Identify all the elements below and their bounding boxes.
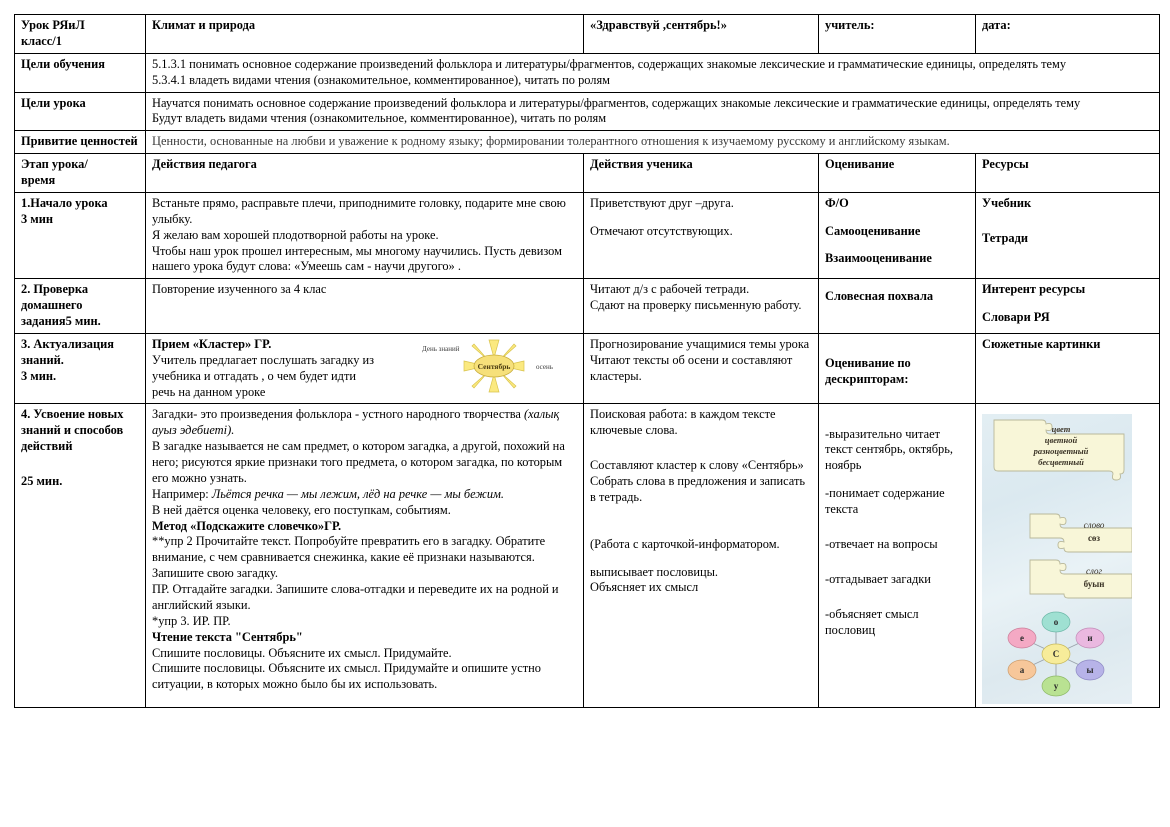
sun-center-label: Сентябрь [477, 361, 511, 371]
learning-objective-1: 5.1.3.1 понимать основное содержание произведений фольклора и литературы/фрагментов, содержащих знакомые лексические и грамматические единицы, определять тему [152, 56, 1067, 71]
stage-4-teacher-b0: Загадки- это произведения фольклора - устного народного творчества [152, 407, 525, 422]
spacer [825, 282, 970, 289]
stage-4-teacher-b1: (халық ауыз эдебиеті). [152, 407, 560, 438]
stage-1-assessment-line-1: Ф/О [825, 195, 849, 210]
stage-4-teacher-b11: Спишите пословицы. Объясните их смысл. Придумайте. [152, 645, 452, 660]
stage-3-teacher-line-3: речь на данном уроке [152, 384, 266, 399]
cluster-diagram [1008, 612, 1104, 696]
stage-4-teacher-b12: Спишите пословицы. Объясните их смысл. Придумайте и опишите устно ситуации, в которых можно было бы их использовать. [152, 661, 541, 692]
stage-3-resource-1: Сюжетные картинки [982, 336, 1101, 351]
spacer [825, 474, 970, 486]
label-learning-objectives: Цели обучения [15, 53, 146, 92]
table-row-header-info [15, 15, 1160, 54]
stage-4-descriptor-2: -понимает содержание текста [825, 485, 945, 516]
cell-values-text: Ценности, основанные на любви и уважение к родному языку; формировании толерантного отношения к изучаемому русскому и английскому языкам. [146, 131, 1160, 154]
cell-date-label: дата: [976, 15, 1160, 54]
stage-2-name-line-3: задания5 мин. [21, 314, 101, 328]
svg-text:бесцветный: бесцветный [1038, 457, 1084, 468]
cell-subject-class [15, 15, 146, 54]
cell-lesson-topic: «Здравствуй ,сентябрь!» [584, 15, 819, 54]
cell-stage-3-resources [976, 333, 1160, 404]
column-header-stage-line-1: Этап урока/ [21, 157, 88, 172]
cell-stage-2-resources [976, 279, 1160, 334]
cell-stage-4-student [584, 404, 819, 708]
stage-2-resource-2: Словари РЯ [982, 309, 1050, 324]
label-values [15, 131, 146, 154]
stage-3-student-line-2: Читают тексты об осени и составляют кластеры. [590, 352, 793, 383]
cluster-node-o [1042, 612, 1070, 632]
spacer [825, 239, 970, 251]
svg-text:слог: слог [1085, 566, 1103, 577]
stage-4-teacher-b5: В ней даётся оценка человеку, его поступкам, событиям. [152, 502, 451, 517]
cluster-node-i [1076, 628, 1104, 648]
stage-4-student-line-6: Объясняет их смысл [590, 580, 699, 595]
stage-2-name-line-2: домашнего [21, 298, 83, 313]
cell-stage-1-student [584, 192, 819, 278]
stage-2-assessment-line-1: Словесная похвала [825, 289, 934, 304]
svg-text:и: и [1087, 633, 1093, 644]
stage-2-teacher-line-1: Повторение изученного за 4 клас [152, 282, 327, 297]
spacer [825, 588, 970, 607]
stage-2-resource-1: Интерент ресурсы [982, 282, 1086, 297]
svg-text:о: о [1053, 617, 1059, 628]
stage-1-resource-1: Учебник [982, 195, 1032, 210]
stage-3-time: 3 мин. [21, 368, 57, 383]
stage-4-teacher-b8: ПР. Отгадайте загадки. Запишите слова-отгадки и переведите их на родной и английский языки. [152, 582, 559, 612]
stage-1-teacher-line-1: Встаньте прямо, расправьте плечи, приподнимите головку, подарите мне свою улыбку. [152, 195, 566, 226]
stage-1-teacher-line-2: Я желаю вам хорошей плодотворной работы на уроке. [152, 227, 439, 242]
cell-stage-1-label [15, 192, 146, 278]
cluster-node-e [1008, 628, 1036, 648]
cell-learning-objectives [146, 53, 1160, 92]
stage-4-student-line-5: выписывает пословицы. [590, 564, 719, 579]
label-lesson-objectives: Цели урока [15, 92, 146, 131]
svg-text:а: а [1019, 665, 1025, 676]
sun-label-right: осень [536, 362, 553, 371]
cell-stage-2-label [15, 279, 146, 334]
stage-2-student-line-2: Сдают на проверку письменную работу. [590, 298, 802, 313]
stage-4-descriptor-5: -объясняет смысл пословиц [825, 607, 919, 638]
stage-4-descriptor-4: -отгадывает загадки [825, 572, 931, 587]
spacer [825, 407, 970, 426]
stage-2-student-line-1: Читают д/з с рабочей тетради. [590, 282, 750, 297]
svg-text:е: е [1020, 633, 1024, 644]
cluster-node-center [1042, 644, 1070, 664]
lesson-objective-2: Будут владеть видами чтения (ознакомительное, комментированное), читать по ролям [152, 111, 607, 126]
cluster-node-y [1076, 660, 1104, 680]
table-row-column-headers [15, 154, 1160, 193]
table-row-values [15, 131, 1160, 154]
spacer [590, 212, 813, 224]
stage-4-teacher-reading-heading: Чтение текста "Сентябрь" [152, 629, 303, 644]
stage-4-student-line-1: Поисковая работа: в каждом тексте ключевые слова. [590, 407, 776, 438]
cluster-node-u [1042, 676, 1070, 696]
cell-stage-4-label [15, 404, 146, 708]
cell-stage-3-assessment [819, 333, 976, 404]
cell-stage-1-teacher [146, 192, 584, 278]
stage-4-teacher-b3: Например: [152, 486, 212, 501]
vocab-card-2 [1030, 514, 1132, 552]
spacer [982, 298, 1154, 310]
label-values-line-1: Привитие ценностей [21, 134, 138, 149]
cell-lesson-objectives [146, 92, 1160, 131]
table-row-stage-3 [15, 333, 1160, 404]
vocab-card-3 [1030, 560, 1132, 598]
table-row-lesson-objectives [15, 92, 1160, 131]
column-header-teacher-actions: Действия педагога [146, 154, 584, 193]
stage-4-descriptor-3: -отвечает на вопросы [825, 536, 938, 551]
table-row-stage-1 [15, 192, 1160, 278]
cell-teacher-label: учитель: [819, 15, 976, 54]
sun-label-left: День знаний [422, 344, 460, 353]
cell-stage-2-teacher [146, 279, 584, 334]
svg-text:цвет: цвет [1051, 424, 1071, 435]
spacer [825, 212, 970, 224]
stage-4-descriptor-1: -выразительно читает текст сентябрь, октябрь, ноябрь [825, 426, 953, 473]
lesson-plan-table [14, 14, 1160, 708]
sun-september-clipart [410, 335, 578, 397]
stage-3-name-line-1: 3. Актуализация [21, 336, 114, 351]
cell-stage-3-label [15, 333, 146, 404]
stage-4-teacher-b4: Льётся речка — мы лежим, лёд на речке — мы бежим. [211, 486, 505, 501]
stage-4-teacher-example [152, 487, 578, 503]
cluster-node-a [1008, 660, 1036, 680]
cell-stage-4-teacher [146, 404, 584, 708]
stage-1-assessment-line-3: Взаимооценивание [825, 251, 932, 266]
stage-3-teacher-line-1: Учитель предлагает послушать загадку из [152, 352, 375, 367]
column-header-resources: Ресурсы [976, 154, 1160, 193]
stage-2-name-line-1: 2. Проверка [21, 282, 89, 297]
cell-stage-2-student [584, 279, 819, 334]
stage-4-name-line-3: действий [21, 439, 73, 454]
stage-3-teacher-heading: Прием «Кластер» ГР. [152, 336, 272, 351]
cell-unit-name: Климат и природа [146, 15, 584, 54]
column-header-stage-line-2: время [21, 173, 56, 187]
stage-3-teacher-line-2: учебника и отгадать , о чем будет идти [152, 368, 357, 383]
cell-stage-3-student [584, 333, 819, 404]
spacer [825, 553, 970, 572]
stage-4-teacher-method-heading: Метод «Подскажите словечко»ГР. [152, 518, 342, 533]
stage-4-student-line-2: Составляют кластер к слову «Сентябрь» [590, 458, 804, 473]
stage-1-resource-2: Тетради [982, 230, 1029, 245]
subject-line-2: класс/1 [21, 33, 62, 48]
vocab-card-1 [994, 420, 1124, 480]
stage-3-name-line-2: знаний. [21, 352, 64, 367]
stage-4-teacher-b9: *упр 3. ИР. ПР. [152, 613, 231, 628]
svg-text:буын: буын [1083, 579, 1105, 590]
spacer [590, 525, 813, 537]
stage-1-student-line-2: Отмечают отсутствующих. [590, 223, 733, 238]
stage-1-teacher-line-3: Чтобы наш урок прошел интересным, мы многому научились. Пусть девизом нашего урока будут слова: «Умеешь сам - научи другого» . [152, 243, 562, 274]
stage-4-student-line-4: (Работа с карточкой-информатором. [590, 536, 780, 551]
spacer [825, 518, 970, 537]
stage-3-student-line-1: Прогнозирование учащимися темы урока [590, 336, 810, 351]
svg-text:разноцветный: разноцветный [1033, 446, 1089, 457]
stage-4-teacher-b7: **упр 2 Прочитайте текст. Попробуйте превратить его в загадку. Обратите внимание, с чем сравнивается снежинка, какие её признаки называются. Запишите свою загадку. [152, 534, 546, 581]
column-header-student-actions: Действия ученика [584, 154, 819, 193]
cell-stage-4-resources [976, 404, 1160, 708]
svg-text:ы: ы [1086, 665, 1094, 676]
cell-stage-3-teacher [146, 333, 584, 404]
stage-4-student-line-3: Собрать слова в предложения и записать в тетрадь. [590, 474, 806, 505]
stage-3-assessment-line-1: Оценивание по дескрипторам: [825, 356, 911, 386]
spacer [590, 506, 813, 525]
cell-stage-1-resources [976, 192, 1160, 278]
svg-text:сөз: сөз [1087, 533, 1101, 544]
spacer [825, 337, 970, 356]
svg-text:у: у [1053, 681, 1059, 692]
stage-4-name-line-1: 4. Усвоение новых [21, 407, 124, 422]
column-header-stage [15, 154, 146, 193]
lesson-objective-1: Научатся понимать основное содержание произведений фольклора и литературы/фрагментов, содержащих знакомые лексические и грамматические единицы, определять тему [152, 95, 1081, 110]
stage-4-time: 25 мин. [21, 474, 63, 489]
stage-4-name-line-2: знаний и способов [21, 423, 124, 438]
table-row-stage-2 [15, 279, 1160, 334]
stage-1-student-line-1: Приветствуют друг –друга. [590, 195, 734, 210]
spacer [982, 212, 1154, 231]
svg-text:цветной: цветной [1044, 435, 1078, 446]
spacer [590, 439, 813, 458]
stage-1-assessment-line-2: Самооценивание [825, 223, 921, 238]
cell-stage-4-assessment [819, 404, 976, 708]
stage-1-time: 3 мин [21, 211, 54, 226]
stage-4-teacher-b2: В загадке называется не сам предмет, о котором загадка, а другой, похожий на него; рисуются яркие признаки того предмета, о котором загадка, по которым его можно узнать. [152, 439, 565, 485]
cell-stage-2-assessment [819, 279, 976, 334]
cluster-cards-photo [982, 414, 1132, 704]
cell-stage-1-assessment [819, 192, 976, 278]
column-header-assessment: Оценивание [819, 154, 976, 193]
spacer [21, 455, 140, 474]
learning-objective-2: 5.3.4.1 владеть видами чтения (ознакомительное, комментированное), читать по ролям [152, 72, 611, 87]
subject-line-1: Урок РЯиЛ [21, 18, 85, 32]
stage-1-name: 1.Начало урока [21, 195, 108, 210]
table-row-learning-objectives [15, 53, 1160, 92]
spacer [590, 553, 813, 565]
svg-text:слово: слово [1083, 520, 1105, 531]
table-row-stage-4 [15, 404, 1160, 708]
svg-text:С: С [1052, 649, 1060, 660]
